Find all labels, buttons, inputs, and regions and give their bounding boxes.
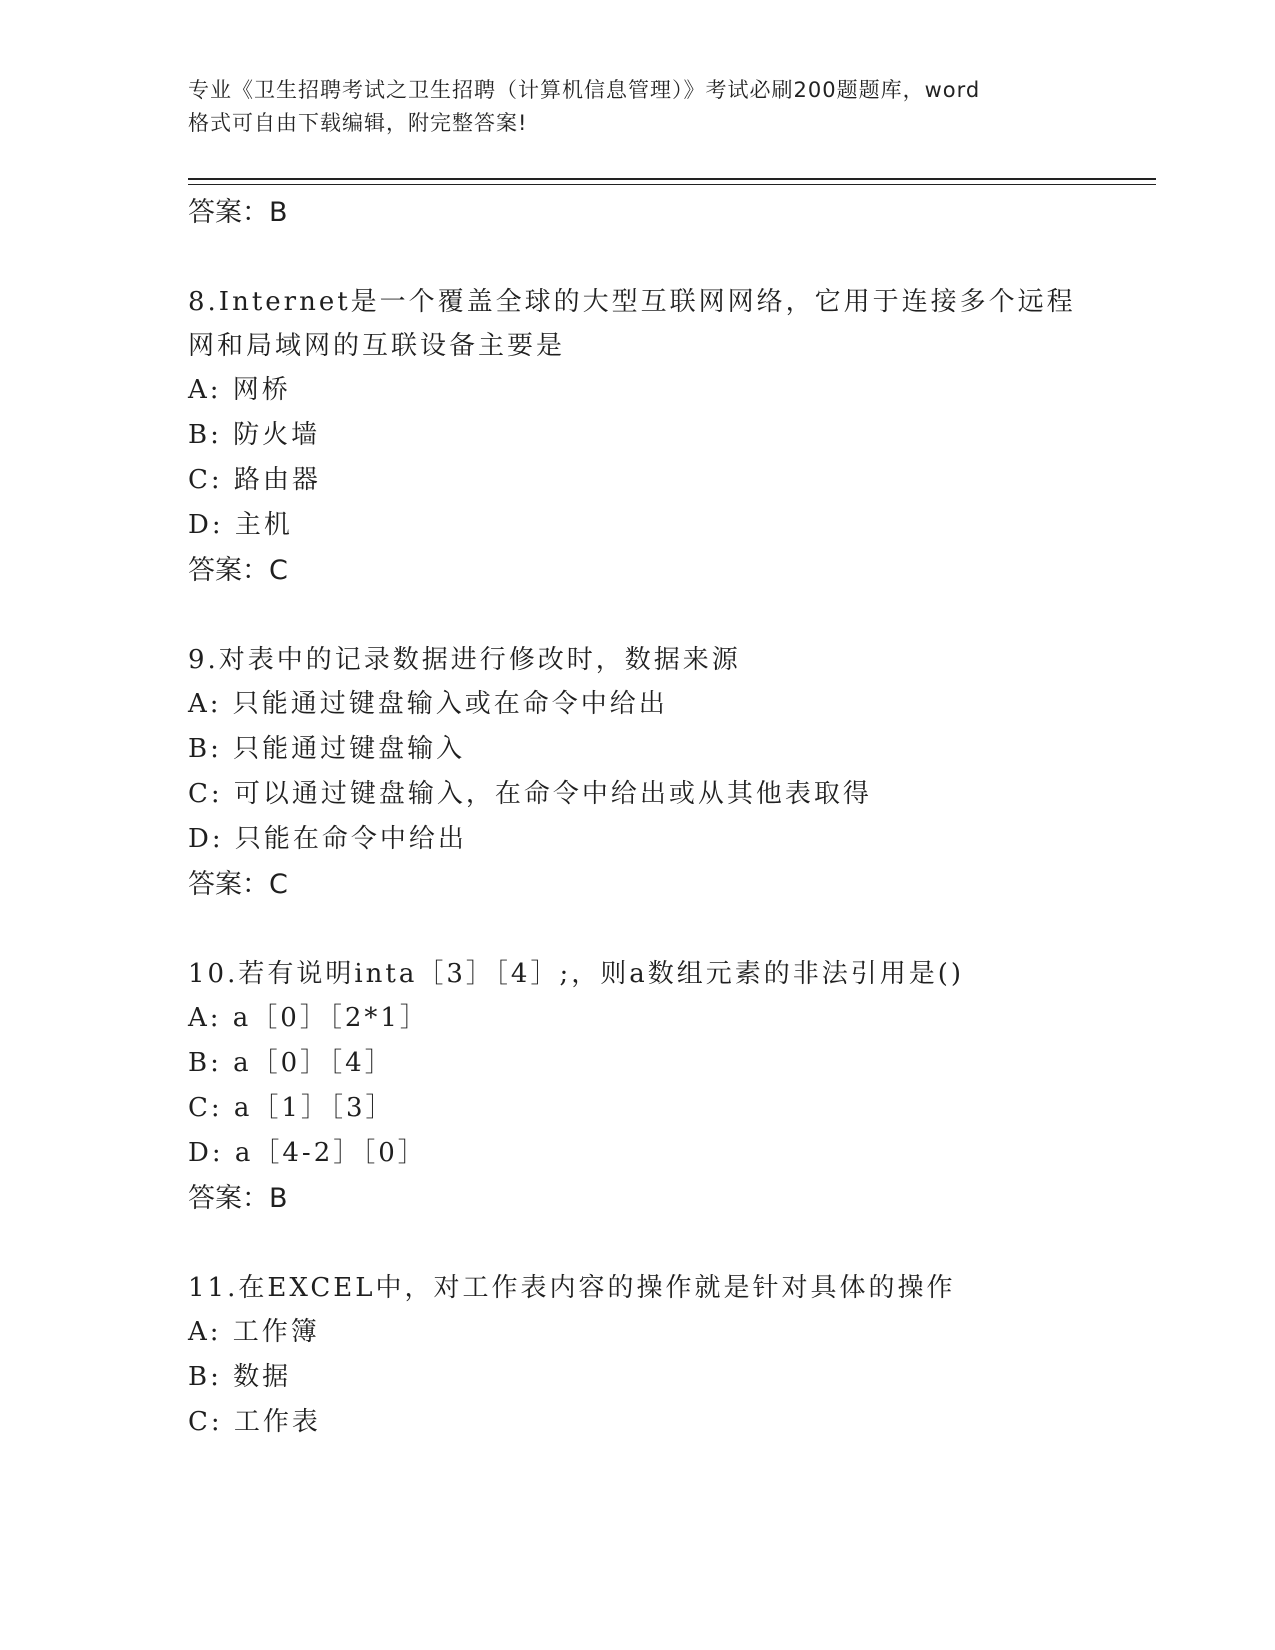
header-rule-thick: [188, 178, 1156, 180]
answer: 答案：C: [188, 869, 288, 900]
previous-answer: 答案：B: [188, 197, 288, 228]
option-a: A: 网桥: [188, 375, 291, 405]
option-c: C: 路由器: [188, 465, 321, 495]
spacer: [188, 908, 1148, 952]
option-a: A: a［0］［2*1］: [188, 1003, 429, 1033]
answer: 答案：B: [188, 1183, 288, 1214]
option-b: B: 数据: [188, 1362, 292, 1392]
document-header: [188, 74, 1088, 140]
question-stem: 10.若有说明inta［3］［4］;，则a数组元素的非法引用是(): [188, 959, 964, 989]
question-stem: 8.Internet是一个覆盖全球的大型互联网网络，它用于连接多个远程: [188, 287, 1076, 317]
question-stem: 11.在EXCEL中，对工作表内容的操作就是针对具体的操作: [188, 1273, 956, 1303]
option-d: D: 只能在命令中给出: [188, 824, 467, 854]
option-d: D: a［4-2］［0］: [188, 1138, 427, 1168]
option-a: A: 工作簿: [188, 1317, 320, 1347]
answer: 答案：C: [188, 555, 288, 586]
header-line-1: 专业《卫生招聘考试之卫生招聘（计算机信息管理）》考试必刷200题题库，word: [188, 78, 981, 102]
option-b: B: 防火墙: [188, 420, 321, 450]
option-c: C: 可以通过键盘输入，在命令中给出或从其他表取得: [188, 779, 872, 809]
document-body: [188, 190, 1148, 1445]
option-b: B: a［0］［4］: [188, 1048, 394, 1078]
question-block: [188, 1266, 1148, 1445]
question-block: [188, 638, 1148, 908]
option-c: C: a［1］［3］: [188, 1093, 395, 1123]
option-a: A: 只能通过键盘输入或在命令中给出: [188, 689, 668, 719]
option-b: B: 只能通过键盘输入: [188, 734, 466, 764]
option-d: D: 主机: [188, 510, 293, 540]
question-block: [188, 280, 1148, 594]
question-stem: 9.对表中的记录数据进行修改时，数据来源: [188, 645, 741, 675]
option-c: C: 工作表: [188, 1407, 321, 1437]
question-stem: 网和局域网的互联设备主要是: [188, 331, 566, 361]
header-line-2: 格式可自由下载编辑，附完整答案!: [188, 111, 528, 135]
question-block: [188, 952, 1148, 1222]
header-rule-thin: [188, 184, 1156, 185]
spacer: [188, 1222, 1148, 1266]
spacer: [188, 236, 1148, 280]
spacer: [188, 594, 1148, 638]
